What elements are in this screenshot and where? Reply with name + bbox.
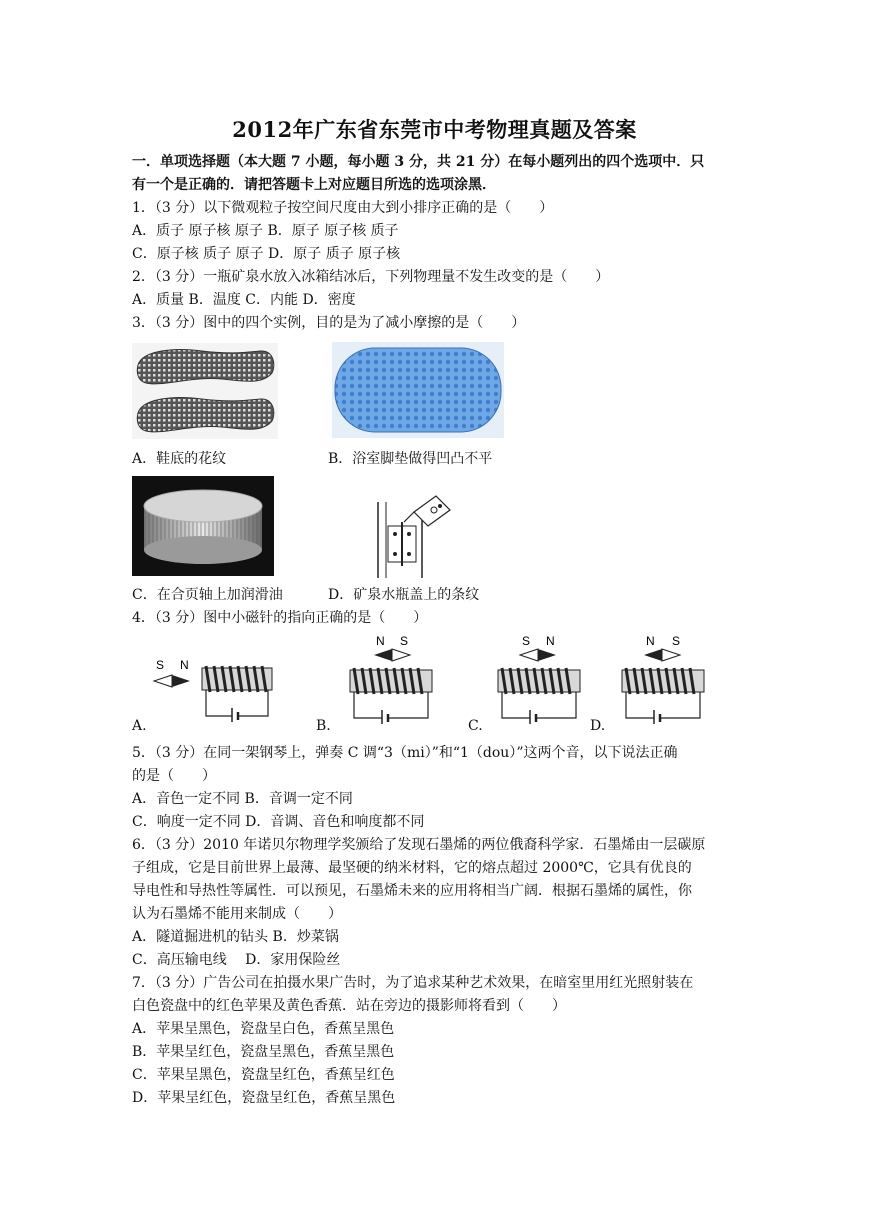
q6-options-line2: C．高压输电线 D．家用保险丝 bbox=[132, 952, 341, 968]
q6-stem-line3: 导电性和导热性等属性．可以预见，石墨烯未来的应用将相当广阔．根据石墨烯的属性，你 bbox=[132, 883, 692, 899]
solenoid-diagram-b bbox=[342, 632, 442, 724]
hinge-oil-image bbox=[364, 488, 460, 580]
q7-option-a: A．苹果呈黑色，瓷盘呈白色，香蕉呈黑色 bbox=[132, 1021, 395, 1037]
needle-a-left-pole: S bbox=[156, 658, 165, 672]
needle-a-right-pole: N bbox=[180, 658, 189, 672]
q4-stem: 4．（3 分）图中小磁针的指向正确的是（ ） bbox=[132, 610, 428, 626]
q1-options-line1: A．质子 原子核 原子 B．原子 原子核 质子 bbox=[132, 223, 399, 239]
q2-options: A．质量 B．温度 C．内能 D．密度 bbox=[132, 292, 356, 308]
bath-mat-image bbox=[332, 342, 504, 438]
q1-options-line2: C．原子核 质子 原子 D．原子 质子 原子核 bbox=[132, 246, 401, 262]
section-heading-line2: 有一个是正确的．请把答题卡上对应题目所选的选项涂黑． bbox=[132, 177, 496, 193]
q7-option-b: B．苹果呈红色，瓷盘呈黑色，香蕉呈黑色 bbox=[132, 1044, 395, 1060]
q3-option-a: A．鞋底的花纹 bbox=[132, 451, 227, 467]
q5-options-line1: A．音色一定不同 B．音调一定不同 bbox=[132, 791, 353, 807]
q4-label-d: D. bbox=[590, 718, 606, 734]
q3-stem: 3．（3 分）图中的四个实例，目的是为了减小摩擦的是（ ） bbox=[132, 315, 526, 331]
q4-label-a: A. bbox=[132, 718, 147, 734]
q5-options-line2: C．响度一定不同 D．音调、音色和响度都不同 bbox=[132, 814, 425, 830]
q5-stem-line1: 5．（3 分）在同一架钢琴上，弹奏 C 调“3（mi）”和“1（dou）”这两个音，以下说法正确 bbox=[132, 745, 678, 761]
q4-label-b: B. bbox=[316, 718, 331, 734]
shoe-sole-image bbox=[132, 343, 278, 439]
q7-option-d: D．苹果呈红色，瓷盘呈红色，香蕉呈黑色 bbox=[132, 1090, 396, 1106]
q7-option-c: C．苹果呈黑色，瓷盘呈红色，香蕉呈红色 bbox=[132, 1067, 395, 1083]
solenoid-diagram-d bbox=[614, 632, 714, 724]
q7-stem-line2: 白色瓷盘中的红色苹果及黄色香蕉．站在旁边的摄影师将看到（ ） bbox=[132, 998, 566, 1014]
page-title: 2012年广东省东莞市中考物理真题及答案 bbox=[232, 117, 637, 142]
q6-options-line1: A．隧道掘进机的钻头 B．炒菜锅 bbox=[132, 929, 339, 945]
needle-d-left-pole: N bbox=[646, 634, 655, 648]
q6-stem-line2: 子组成，它是目前世界上最薄、最坚硬的纳米材料，它的熔点超过 2000℃，它具有优良的 bbox=[132, 860, 692, 876]
needle-c-left-pole: S bbox=[522, 634, 531, 648]
needle-d-right-pole: S bbox=[672, 634, 681, 648]
solenoid-diagram-a bbox=[148, 654, 284, 722]
bottle-cap-image bbox=[132, 476, 274, 576]
q1-stem: 1．（3 分）以下微观粒子按空间尺度由大到小排序正确的是（ ） bbox=[132, 200, 554, 216]
q5-stem-line2: 的是（ ） bbox=[132, 768, 216, 784]
q7-stem-line1: 7．（3 分）广告公司在拍摄水果广告时，为了追求某种艺术效果，在暗室里用红光照射装在 bbox=[132, 975, 694, 991]
section-heading-line1: 一．单项选择题（本大题 7 小题，每小题 3 分，共 21 分）在每小题列出的四个选项中．只 bbox=[132, 154, 705, 170]
needle-c-right-pole: N bbox=[546, 634, 555, 648]
q6-stem-line4: 认为石墨烯不能用来制成（ ） bbox=[132, 906, 342, 922]
q3-option-c: C．在合页轴上加润滑油 bbox=[132, 587, 283, 603]
q6-stem-line1: 6．（3 分）2010 年诺贝尔物理学奖颁给了发现石墨烯的两位俄裔科学家．石墨烯由一层碳原 bbox=[132, 837, 706, 853]
q4-label-c: C. bbox=[468, 718, 483, 734]
solenoid-diagram-c bbox=[490, 632, 590, 724]
q3-option-b: B．浴室脚垫做得凹凸不平 bbox=[328, 451, 493, 467]
needle-b-left-pole: N bbox=[376, 634, 385, 648]
needle-b-right-pole: S bbox=[400, 634, 409, 648]
q3-option-d: D．矿泉水瓶盖上的条纹 bbox=[328, 587, 480, 603]
q2-stem: 2．（3 分）一瓶矿泉水放入冰箱结冰后，下列物理量不发生改变的是（ ） bbox=[132, 269, 610, 285]
